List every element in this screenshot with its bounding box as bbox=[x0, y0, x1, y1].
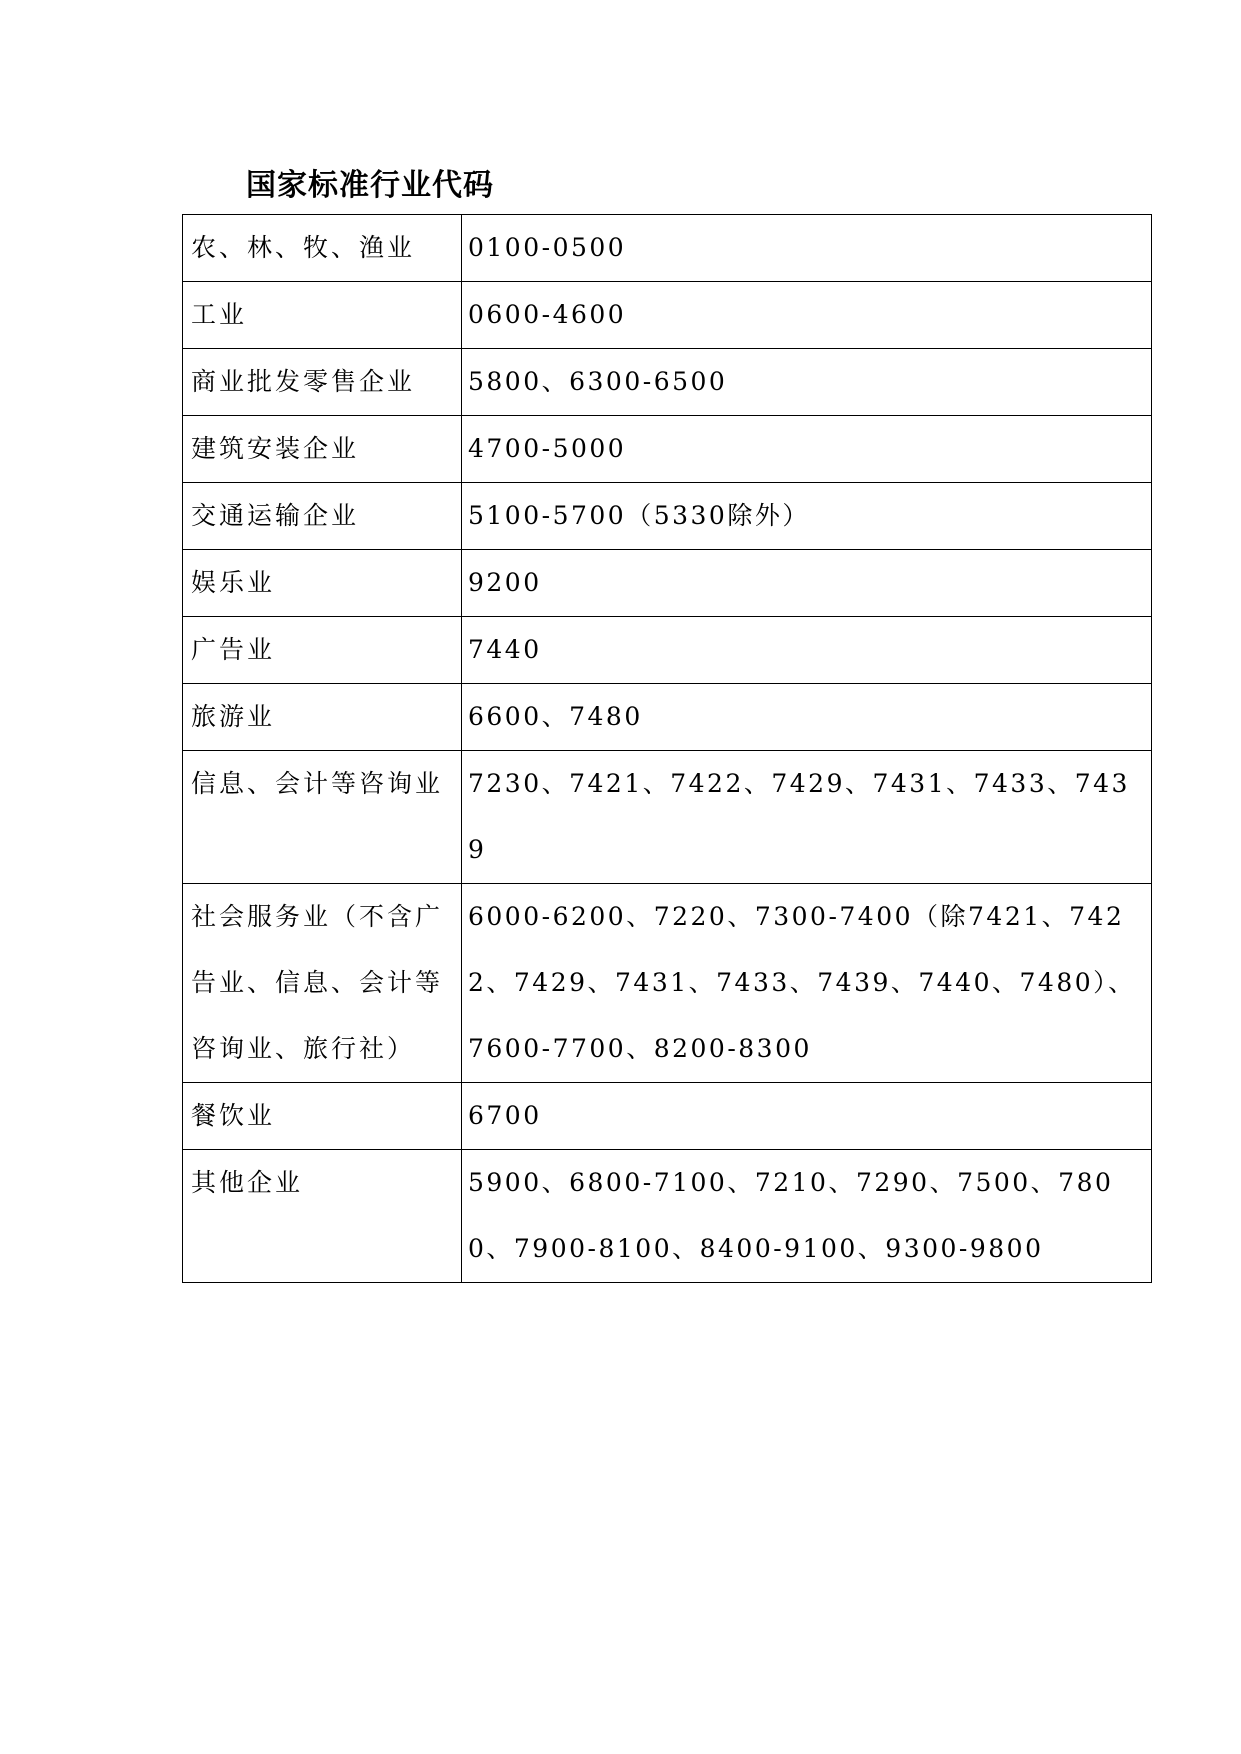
industry-cell: 社会服务业（不含广告业、信息、会计等咨询业、旅行社） bbox=[183, 884, 462, 1083]
industry-cell: 农、林、牧、渔业 bbox=[183, 215, 462, 282]
industry-cell: 餐饮业 bbox=[183, 1083, 462, 1150]
table-row bbox=[183, 684, 1152, 751]
industry-cell: 商业批发零售企业 bbox=[183, 349, 462, 416]
industry-cell: 交通运输企业 bbox=[183, 483, 462, 550]
code-cell: 7440 bbox=[462, 617, 1152, 684]
table-row bbox=[183, 416, 1152, 483]
code-cell: 5800、6300-6500 bbox=[462, 349, 1152, 416]
industry-cell: 其他企业 bbox=[183, 1150, 462, 1283]
code-cell: 7230、7421、7422、7429、7431、7433、7439 bbox=[462, 751, 1152, 884]
code-cell: 5900、6800-7100、7210、7290、7500、7800、7900-8100、8400-9100、9300-9800 bbox=[462, 1150, 1152, 1283]
table-row bbox=[183, 483, 1152, 550]
code-cell: 6000-6200、7220、7300-7400（除7421、7422、7429、7431、7433、7439、7440、7480）、7600-7700、8200-8300 bbox=[462, 884, 1152, 1083]
code-cell: 4700-5000 bbox=[462, 416, 1152, 483]
industry-cell: 广告业 bbox=[183, 617, 462, 684]
table-row bbox=[183, 282, 1152, 349]
table-row bbox=[183, 884, 1152, 1083]
code-cell: 6700 bbox=[462, 1083, 1152, 1150]
table-row bbox=[183, 550, 1152, 617]
table-row bbox=[183, 617, 1152, 684]
code-cell: 6600、7480 bbox=[462, 684, 1152, 751]
table-row bbox=[183, 349, 1152, 416]
industry-cell: 工业 bbox=[183, 282, 462, 349]
code-cell: 0100-0500 bbox=[462, 215, 1152, 282]
industry-cell: 信息、会计等咨询业 bbox=[183, 751, 462, 884]
table-row bbox=[183, 751, 1152, 884]
code-cell: 0600-4600 bbox=[462, 282, 1152, 349]
industry-code-table bbox=[182, 214, 1152, 1283]
page-title: 国家标准行业代码 bbox=[246, 168, 494, 203]
industry-cell: 旅游业 bbox=[183, 684, 462, 751]
table-row bbox=[183, 1150, 1152, 1283]
table-row bbox=[183, 215, 1152, 282]
industry-cell: 建筑安装企业 bbox=[183, 416, 462, 483]
industry-cell: 娱乐业 bbox=[183, 550, 462, 617]
code-cell: 5100-5700（5330除外） bbox=[462, 483, 1152, 550]
table-row bbox=[183, 1083, 1152, 1150]
code-cell: 9200 bbox=[462, 550, 1152, 617]
